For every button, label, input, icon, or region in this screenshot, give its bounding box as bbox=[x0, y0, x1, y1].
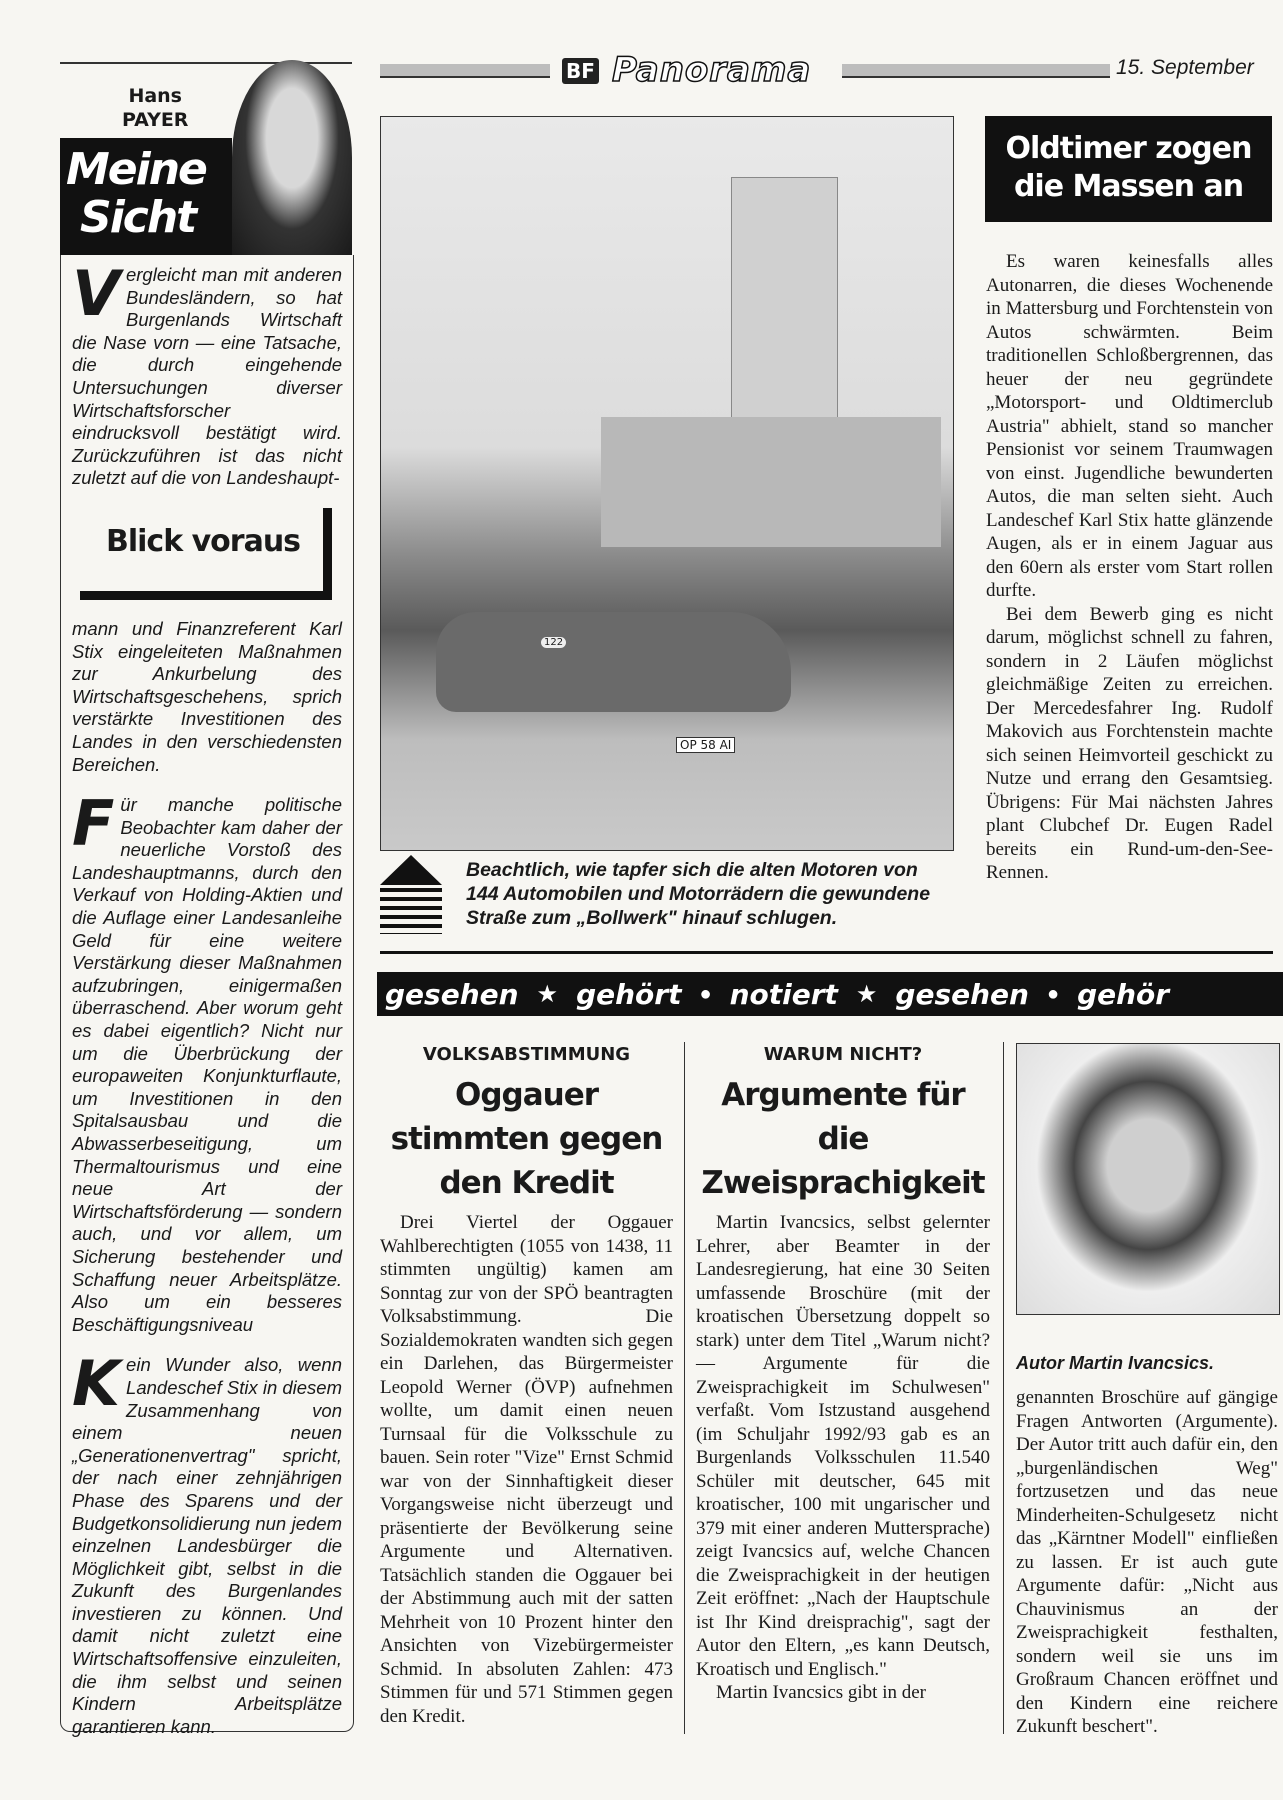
title-line2: Sicht bbox=[80, 192, 196, 243]
column-body bbox=[72, 257, 343, 1738]
oldtimer-headline: Oldtimer zogen die Massen an bbox=[985, 116, 1272, 222]
zweisprachig-body3: genannten Broschüre auf gängige Fragen Antworten (Argumente). Der Autor tritt auch dafür ein, den „burgenländischen Weg" fortzusetzen und das neue Minderheiten-Schulgesetz nicht das „Kärntner Modell" einfließen zu lassen. Er ist auch gute Argumente dafür: „Nicht aus Chauvinismus an der Zweisprachigkeit festhalten, sondern weil sie uns im Großraum Chancen eröffnet und den Kindern eine reichere Zukunft beschert". bbox=[1016, 1387, 1278, 1737]
column-text: ein Wunder also, wenn Landeschef Stix in diesem Zusammenhang von einem neuen „Generationenvertrag" spricht, der nach einer zehnjährigen Phase des Sparens und der Budgetkonsolidierung nun jedem einzelnen Landesbürger die Möglichkeit gibt, selbst in die Zukunft des Burgenlandes investieren zu können. Und damit nicht zuletzt eine Wirtschaftsoffensive einzuleiten, die ihm selbst und seinen Kindern Arbeitsplätze garantieren kann. bbox=[72, 1354, 343, 1737]
drop-cap: V bbox=[72, 257, 120, 330]
author-photo bbox=[232, 60, 352, 255]
banner-word: gesehen bbox=[385, 977, 519, 1011]
column-p2: mann und Finanzreferent Karl Stix eingeleiteten Maßnahmen zur Ankurbelung des Wirtschaftsgeschehens, sprich verstärkte Investitionen des Landes in den verschiedensten Bereichen. bbox=[72, 617, 342, 775]
author-photo-caption: Autor Martin Ivancsics. bbox=[1016, 1353, 1215, 1373]
zweisprachig-body2: Martin Ivancsics gibt in der bbox=[716, 1682, 927, 1703]
logo: BF bbox=[562, 58, 599, 84]
banner-word: gehört bbox=[576, 977, 682, 1011]
header-bar-left bbox=[380, 64, 550, 78]
zweisprachig-article bbox=[696, 1043, 990, 1705]
banner-word: gehör bbox=[1077, 977, 1170, 1011]
drop-cap: F bbox=[72, 787, 115, 861]
column-divider bbox=[1003, 1042, 1004, 1734]
zweisprachig-headline: Argumente für die Zweisprachigkeit bbox=[701, 1077, 985, 1201]
drop-cap: K bbox=[72, 1347, 121, 1421]
section-rule bbox=[380, 951, 1273, 954]
column-title-box bbox=[60, 138, 232, 255]
zweisprachig-kicker: WARUM NICHT? bbox=[763, 1044, 923, 1065]
star-icon: ★ bbox=[536, 981, 559, 1008]
title-line1: Meine bbox=[66, 144, 206, 195]
castle-wall bbox=[601, 417, 941, 547]
dot-icon: ● bbox=[699, 982, 712, 1005]
author-name bbox=[122, 84, 188, 132]
zweisprachig-body: Martin Ivancsics, selbst gelernter Lehrer, aber Beamter in der Landesregierung, hat eine 30 Seiten umfassende Broschüre (mit der kroatischen Übersetzung doppelt so stark) unter dem Titel „Warum nicht? — Argumente für die Zweisprachigkeit im Schulwesen" verfaßt. Vom Istzustand ausgehend (im Schuljahr 1992/93 gab es an Burgenlands Volksschulen 11.540 Schüler mit deutscher, 645 mit kroatischer, 100 mit ungarischer und 379 mit einer anderen Muttersprache) zeigt Ivancsics auf, welche Chancen die Zweisprachigkeit in der heutigen Zeit eröffnet: „Nach der Hauptschule ist Ihr Kind dreisprachig", sagt der Autor den Eltern, „es kann Deutsch, Kroatisch und Englisch." bbox=[696, 1212, 990, 1680]
banner bbox=[377, 972, 1283, 1016]
column-p1 bbox=[72, 257, 342, 490]
oldtimer-body bbox=[986, 250, 1273, 885]
car bbox=[436, 612, 791, 712]
oggau-article bbox=[380, 1043, 673, 1728]
oggau-kicker: VOLKSABSTIMMUNG bbox=[422, 1044, 631, 1065]
oldtimer-photo bbox=[380, 116, 954, 851]
oldtimer-p2: Bei dem Bewerb ging es nicht darum, möglichst schnell zu fahren, sondern in 2 Läufen möglichst gleichmäßige Zeiten zu erreichen. Der Mercedesfahrer Ing. Rudolf Makovich aus Forchtenstein machte sich seinen Heimvorteil geschickt zu Nutze und errang den Gesamtsieg. Übrigens: Für Mai nächsten Jahres plant Clubchef Dr. Eugen Radel bereits ein Rund-um-den-See-Rennen. bbox=[986, 603, 1273, 883]
banner-word: notiert bbox=[729, 977, 838, 1011]
zweisprachig-continued bbox=[1016, 1352, 1278, 1739]
date: 15. September bbox=[1116, 56, 1254, 79]
author-first: Hans bbox=[128, 85, 182, 107]
column-p4 bbox=[72, 1347, 343, 1738]
photo-caption: Beachtlich, wie tapfer sich die alten Motoren von 144 Automobilen und Motorrädern die gewundene Straße zum „Bollwerk" hinauf schlugen. bbox=[466, 859, 931, 929]
license-plate: OP 58 AI bbox=[676, 737, 735, 753]
section-title: Panorama bbox=[612, 50, 812, 90]
author-last: PAYER bbox=[122, 109, 189, 131]
oggau-body: Drei Viertel der Oggauer Wahlberechtigten (1055 von 1438, 11 stimmten ungültig) kamen am Sonntag zur von der SPÖ beantragten Volksabstimmung. Die Sozialdemokraten wandten sich gegen ein Darlehen, das Bürgermeister Leopold Werner (ÖVP) aufnehmen wollte, um damit einen neuen Turnsaal für die Volksschule zu bauen. Sein roter "Vize" Ernst Schmid war von der Sinnhaftigkeit dieser Vorgangsweise nicht überzeugt und präsentierte der Bevölkerung seine Argumente und Alternativen. Tatsächlich standen die Oggauer bei der Abstimmung auch mit der satten Mehrheit von 10 Prozent hinter den Ansichten von Vizebürgermeister Schmid. In absoluten Zahlen: 473 Stimmen für und 571 Stimmen gegen den Kredit. bbox=[380, 1212, 673, 1727]
triangle-icon bbox=[380, 855, 442, 935]
car-number: 122 bbox=[541, 637, 566, 648]
oggau-headline: Oggauer stimmten gegen den Kredit bbox=[390, 1077, 663, 1201]
dot-icon: ● bbox=[1046, 982, 1060, 1005]
column-divider bbox=[684, 1042, 685, 1734]
star-icon: ★ bbox=[855, 981, 878, 1008]
oldtimer-p1: Es waren keinesfalls alles Autonarren, die dieses Wochenende in Mattersburg und Forchtenstein von Autos schwärmten. Beim traditionellen Schloßbergrennen, das heuer der neu gegründete „Motorsport- und Oldtimerclub Austria" abhielt, stand so mancher Pensionist vor seinem Traumwagen von einst. Jugendliche bewunderten Autos, die man selten sieht. Auch Landeschef Karl Stix hatte glänzende Augen, als er in einem Jaguar aus den 60ern als erster vom Start rollen durfte. bbox=[986, 251, 1273, 601]
header-bar-right bbox=[842, 64, 1110, 78]
author-ivancsics-photo bbox=[1016, 1043, 1280, 1315]
column-p3 bbox=[72, 787, 342, 1336]
banner-word: gesehen bbox=[895, 977, 1029, 1011]
column-text: ergleicht man mit anderen Bundesländern, so hat Burgenlands Wirtschaft die Nase vorn — eine Tatsache, die durch eingehende Untersuchungen diverser Wirtschaftsforscher eindrucksvoll bestätigt wird. Zurückzuführen ist das nicht zuletzt auf die von Landeshaupt- bbox=[72, 264, 342, 489]
column-text: ür manche politische Beobachter kam daher der neuerliche Vorstoß des Landeshauptmanns, durch den Verkauf von Holding-Aktien und die Auflage einer Landesanleihe Geld für eine weitere Verstärkung dieser Maßnahmen aufzubringen, einigermaßen überraschend. Aber worum geht es dabei eigentlich? Nicht nur um die Überbrückung der europaweiten Konjunkturflaute, um Investitionen in den Spitalsausbau und die Abwasserbeseitigung, um Thermaltourismus und eine neue Art der Wirtschaftsförderung — sondern auch, und vor allem, um Sicherung bestehender und Schaffung neuer Arbeitsplätze. Also um ein besseres Beschäftigungsniveau bbox=[72, 794, 342, 1335]
column-subhead: Blick voraus bbox=[80, 508, 332, 600]
